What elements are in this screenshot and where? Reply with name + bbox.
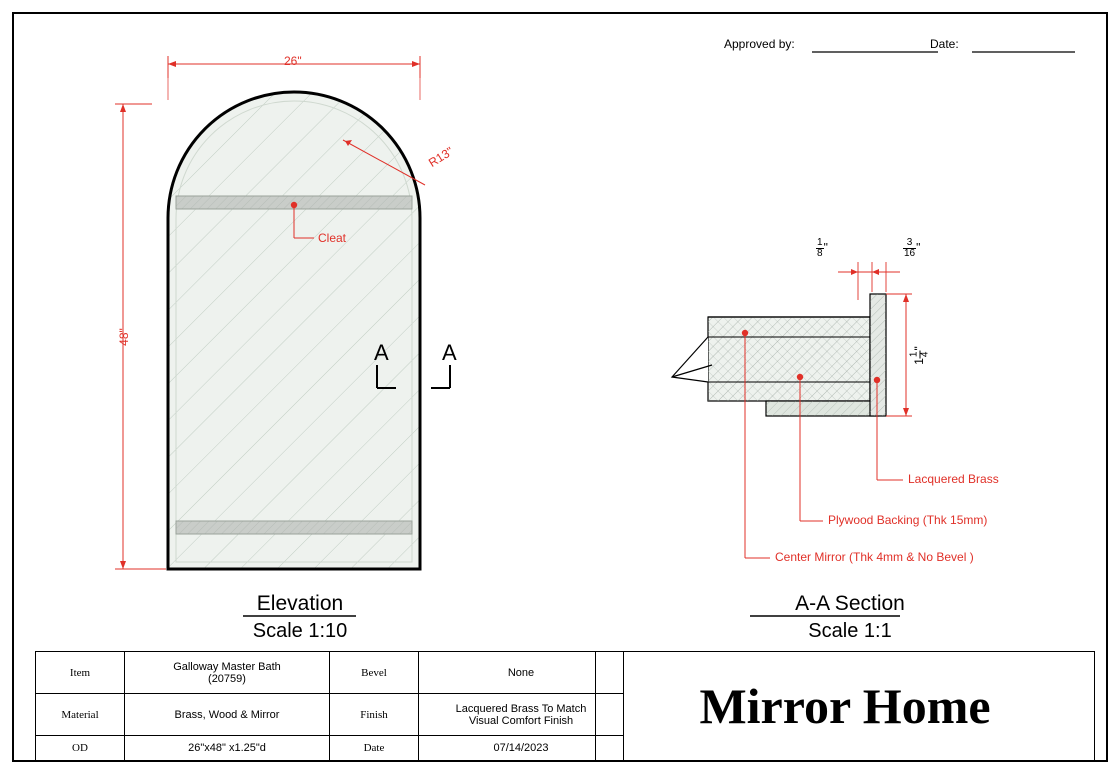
value-od: 26"x48" x1.25"d: [125, 736, 330, 761]
label-bevel: Bevel: [330, 652, 419, 694]
brand-name: Mirror Home: [699, 678, 991, 734]
elevation-title: Elevation: [256, 592, 344, 615]
value-item: [125, 652, 330, 694]
dim-eighth-denominator: 8: [817, 248, 823, 259]
dim-quarter-denominator: 4: [919, 351, 931, 358]
dim-eighth-numerator: 1: [817, 237, 823, 248]
dim-three-sixteenth-unit: ": [916, 240, 921, 255]
dim-three-sixteenth-numerator: 3: [903, 238, 916, 249]
approval-date-label: Date:: [930, 37, 959, 51]
value-finish: [419, 694, 624, 736]
elevation-width-dimension: 26": [284, 54, 302, 68]
elevation-radius-dimension: R13": [426, 144, 456, 170]
finish-line-2: Visual Comfort Finish: [468, 714, 574, 727]
label-date: Date: [330, 736, 419, 761]
section-mark-left-label: A: [374, 340, 389, 365]
approved-by-label: Approved by:: [724, 37, 795, 51]
item-line-2: (20759): [208, 672, 246, 685]
elevation-height-dimension: 48": [117, 328, 131, 346]
dim-quarter-numerator: 1: [908, 351, 920, 358]
callout-center-mirror: Center Mirror (Thk 4mm & No Bevel ): [775, 550, 974, 564]
table-row: [36, 652, 624, 694]
section-scale: Scale 1:1: [808, 620, 892, 642]
value-material: Brass, Wood & Mirror: [125, 694, 330, 736]
label-od: OD: [36, 736, 125, 761]
dim-quarter-unit: ": [912, 346, 927, 351]
callout-plywood-backing: Plywood Backing (Thk 15mm): [828, 513, 988, 527]
brand-block: [595, 651, 1095, 761]
cleat-callout-label: Cleat: [318, 231, 347, 245]
label-material: Material: [36, 694, 125, 736]
callout-lacquered-brass: Lacquered Brass: [908, 472, 999, 486]
finish-line-1: Lacquered Brass To Match: [455, 702, 587, 715]
dim-quarter-whole: 1: [912, 358, 927, 365]
table-row: [36, 736, 624, 761]
label-item: Item: [36, 652, 125, 694]
table-row: [36, 694, 624, 736]
section-dim-one-and-quarter: [910, 336, 931, 376]
title-block-table: [35, 651, 624, 761]
elevation-scale: Scale 1:10: [252, 620, 348, 642]
section-dim-three-sixteenths: [903, 238, 920, 259]
section-dim-one-eighth: [816, 238, 828, 259]
item-line-1: Galloway Master Bath: [173, 660, 281, 673]
dim-eighth-unit: ": [823, 240, 828, 255]
section-mark-right-label: A: [442, 340, 457, 365]
value-bevel: None: [419, 652, 624, 694]
section-title: A-A Section: [795, 592, 905, 615]
label-finish: Finish: [330, 694, 419, 736]
dim-three-sixteenth-denominator: 16: [904, 248, 916, 259]
value-date: 07/14/2023: [419, 736, 624, 761]
